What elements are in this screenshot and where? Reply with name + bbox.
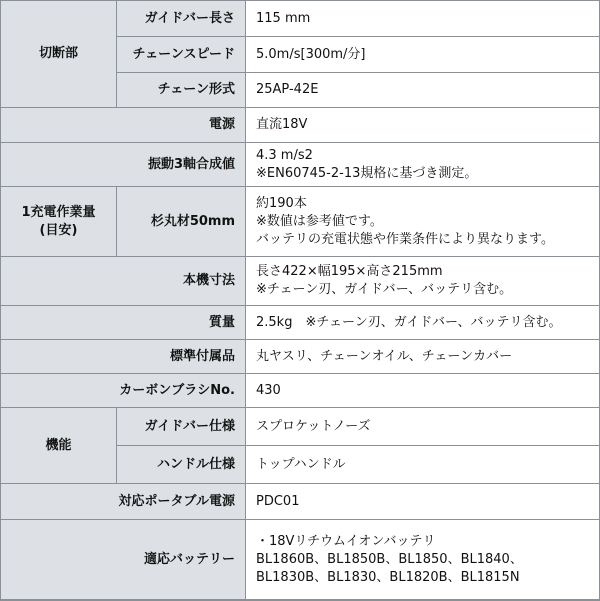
label-cedar: 杉丸材50mm	[117, 187, 246, 257]
label-guide-bar-spec: ガイドバー仕様	[117, 408, 246, 446]
value-accessories: 丸ヤスリ、チェーンオイル、チェーンカバー	[246, 340, 600, 374]
value-guide-bar-spec: スプロケットノーズ	[246, 408, 600, 446]
value-handle-spec: トップハンドル	[246, 446, 600, 484]
value-carbon-brush: 430	[246, 374, 600, 408]
label-handle-spec: ハンドル仕様	[117, 446, 246, 484]
spec-row-carbon-brush	[1, 374, 600, 408]
value-cedar-line-2: ※数値は参考値です。	[256, 213, 600, 231]
spec-row-cedar	[1, 187, 600, 257]
group-features: 機能	[1, 408, 117, 484]
value-battery-line-3: BL1830B、BL1830、BL1820B、BL1815N	[256, 569, 600, 587]
value-cedar-line-1: 約190本	[256, 195, 600, 213]
label-portable-power: 対応ポータブル電源	[1, 484, 246, 520]
value-vibration-line-2: ※EN60745-2-13規格に基づき測定。	[256, 165, 600, 183]
value-cedar	[246, 187, 600, 257]
spec-row-battery	[1, 520, 600, 601]
label-dimensions: 本機寸法	[1, 257, 246, 306]
spec-row-guide-bar-spec	[1, 408, 600, 446]
label-vibration: 振動3軸合成値	[1, 143, 246, 187]
label-carbon-brush: カーボンブラシNo.	[1, 374, 246, 408]
spec-row-power	[1, 108, 600, 143]
value-chain-type: 25AP-42E	[246, 73, 600, 108]
label-power: 電源	[1, 108, 246, 143]
group-work-amount-line-2: (目安)	[1, 222, 116, 240]
group-work-amount	[1, 187, 117, 257]
spec-row-vibration	[1, 143, 600, 187]
value-dimensions-line-2: ※チェーン刃、ガイドバー、バッテリ含む。	[256, 281, 600, 299]
value-vibration	[246, 143, 600, 187]
spec-row-portable-power	[1, 484, 600, 520]
value-cedar-line-3: バッテリの充電状態や作業条件により異なります。	[256, 231, 600, 249]
group-work-amount-line-1: 1充電作業量	[1, 204, 116, 222]
value-weight: 2.5kg ※チェーン刃、ガイドバー、バッテリ含む。	[246, 306, 600, 340]
value-dimensions	[246, 257, 600, 306]
value-battery-line-2: BL1860B、BL1850B、BL1850、BL1840、	[256, 551, 600, 569]
spec-row-dimensions	[1, 257, 600, 306]
spec-row-guide-bar-length	[1, 1, 600, 37]
spec-row-weight	[1, 306, 600, 340]
value-portable-power: PDC01	[246, 484, 600, 520]
label-battery: 適応バッテリー	[1, 520, 246, 601]
group-cutting: 切断部	[1, 1, 117, 108]
value-battery	[246, 520, 600, 601]
label-weight: 質量	[1, 306, 246, 340]
value-dimensions-line-1: 長さ422×幅195×高さ215mm	[256, 263, 600, 281]
label-chain-speed: チェーンスピード	[117, 37, 246, 73]
label-guide-bar-length: ガイドバー長さ	[117, 1, 246, 37]
value-power: 直流18V	[246, 108, 600, 143]
value-guide-bar-length: 115 mm	[246, 1, 600, 37]
label-chain-type: チェーン形式	[117, 73, 246, 108]
value-chain-speed: 5.0m/s[300m/分]	[246, 37, 600, 73]
label-accessories: 標準付属品	[1, 340, 246, 374]
value-vibration-line-1: 4.3 m/s2	[256, 147, 600, 165]
value-battery-line-1: ・18Vリチウムイオンバッテリ	[256, 533, 600, 551]
spec-row-accessories	[1, 340, 600, 374]
